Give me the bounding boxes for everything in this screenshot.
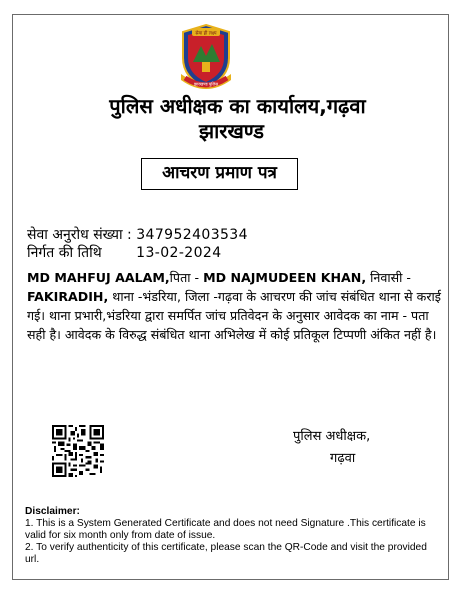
- office-name: पुलिस अधीक्षक का कार्यालय,गढ़वा: [109, 94, 366, 118]
- office-state: झारखण्ड: [198, 119, 265, 143]
- issue-date-row: [27, 244, 222, 262]
- residence-label: निवासी -: [366, 270, 411, 285]
- signatory-place: गढ़वा: [330, 451, 356, 466]
- certificate-title: आचरण प्रमाण पत्र: [141, 158, 298, 190]
- disclaimer-section: [25, 506, 435, 566]
- emblem-motto-bottom: झारखण्ड पुलिस: [193, 81, 219, 87]
- emblem-motto-top: सेवा ही लक्ष्य: [195, 31, 217, 37]
- applicant-name: MD MAHFUJ AALAM,: [27, 270, 170, 285]
- issue-date-value: 13-02-2024: [136, 245, 222, 261]
- verification-qr-code[interactable]: [52, 425, 104, 477]
- certificate-body: [27, 268, 442, 344]
- service-request-label: सेवा अनुरोध संख्या :: [27, 227, 132, 243]
- village-name: FAKIRADIH,: [27, 289, 109, 304]
- service-request-number: 347952403534: [136, 227, 248, 243]
- issue-date-label: निर्गत की तिथि: [27, 245, 102, 261]
- father-name: MD NAJMUDEEN KHAN,: [203, 270, 367, 285]
- signatory-designation: पुलिस अधीक्षक,: [293, 429, 371, 444]
- disclaimer-heading: Disclaimer:: [25, 506, 80, 517]
- verification-text: थाना -भंडरिया, जिला -गढ़वा के आचरण की जांच संबंधित थाना से कराई गई। थाना प्रभारी,भंडरिया द्वारा समर्पित जांच प्रतिवेदन के अनुसार आवेदक का नाम - पता सही है। आवेदक के विरुद्ध संबंधित थाना अभिलेख में कोई प्रतिकूल टिप्पणी अंकित नहीं है।: [27, 289, 441, 342]
- service-request-row: [27, 226, 248, 244]
- jharkhand-police-emblem-icon: [175, 22, 237, 96]
- father-label: पिता -: [169, 270, 204, 285]
- disclaimer-point-2: 2. To verify authenticity of this certificate, please scan the QR-Code and visit the provided url.: [25, 542, 427, 565]
- disclaimer-point-1: 1. This is a System Generated Certificate and does not need Signature .This certificate is valid for six month only from date of issue.: [25, 518, 426, 541]
